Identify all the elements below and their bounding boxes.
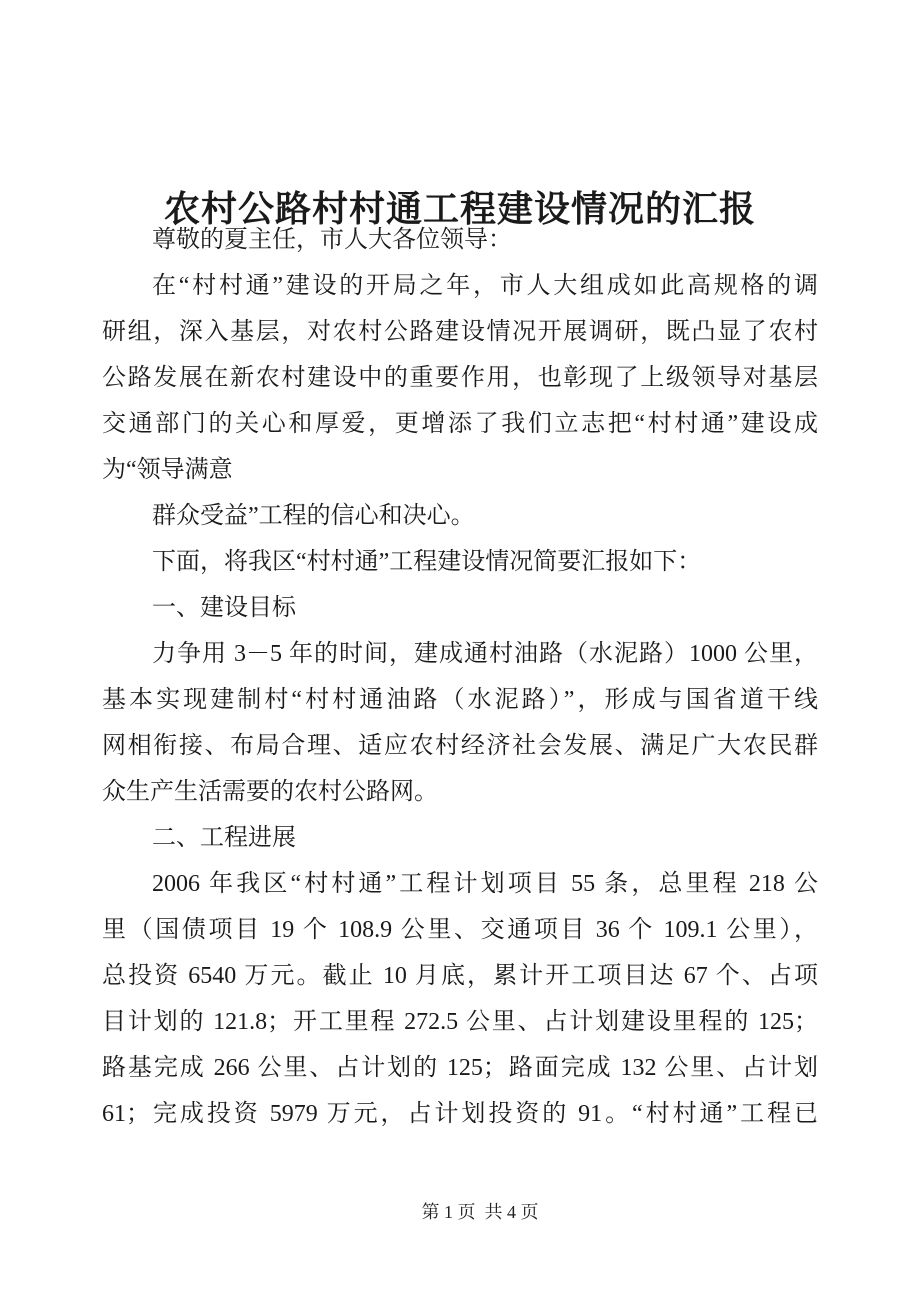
document-body (102, 217, 818, 1137)
text-line: 公路发展在新农村建设中的重要作用，也彰现了上级领导对基层 (102, 365, 818, 391)
text-line: 2006 年我区“村村通”工程计划项目 55 条，总里程 218 公 (152, 871, 818, 897)
text-line: 里（国债项目 19 个 108.9 公里、交通项目 36 个 109.1 公里）， (102, 917, 818, 943)
text-line: 众生产生活需要的农村公路网。 (102, 779, 438, 805)
text-line: 目计划的 121.8；开工里程 272.5 公里、占计划建设里程的 125； (102, 1009, 818, 1035)
text-line: 基本实现建制村“村村通油路（水泥路）”，形成与国省道干线 (102, 687, 818, 713)
text-line: 网相衔接、布局合理、适应农村经济社会发展、满足广大农民群 (102, 733, 818, 759)
document-title: 农村公路村村通工程建设情况的汇报 (163, 188, 756, 230)
page-number-footer: 第 1 页 共 4 页 (421, 1202, 539, 1222)
text-line: 在“村村通”建设的开局之年，市人大组成如此高规格的调 (152, 273, 818, 299)
text-line: 力争用 3－5 年的时间，建成通村油路（水泥路）1000 公里， (152, 641, 818, 667)
salutation-line: 尊敬的夏主任，市人大各位领导： (152, 227, 512, 253)
text-line: 群众受益”工程的信心和决心。 (152, 503, 475, 529)
text-line: 为“领导满意 (102, 457, 233, 483)
text-line: 研组，深入基层，对农村公路建设情况开展调研，既凸显了农村 (102, 319, 818, 345)
text-line: 路基完成 266 公里、占计划的 125；路面完成 132 公里、占计划 (102, 1055, 818, 1081)
text-line: 总投资 6540 万元。截止 10 月底，累计开工项目达 67 个、占项 (102, 963, 818, 989)
section-heading-progress: 二、工程进展 (152, 825, 296, 851)
section-heading-goals: 一、建设目标 (152, 595, 296, 621)
text-line: 下面，将我区“村村通”工程建设情况简要汇报如下： (152, 549, 702, 575)
text-line: 61；完成投资 5979 万元，占计划投资的 91。“村村通”工程已 (102, 1101, 818, 1127)
text-line: 交通部门的关心和厚爱，更增添了我们立志把“村村通”建设成 (102, 411, 818, 437)
